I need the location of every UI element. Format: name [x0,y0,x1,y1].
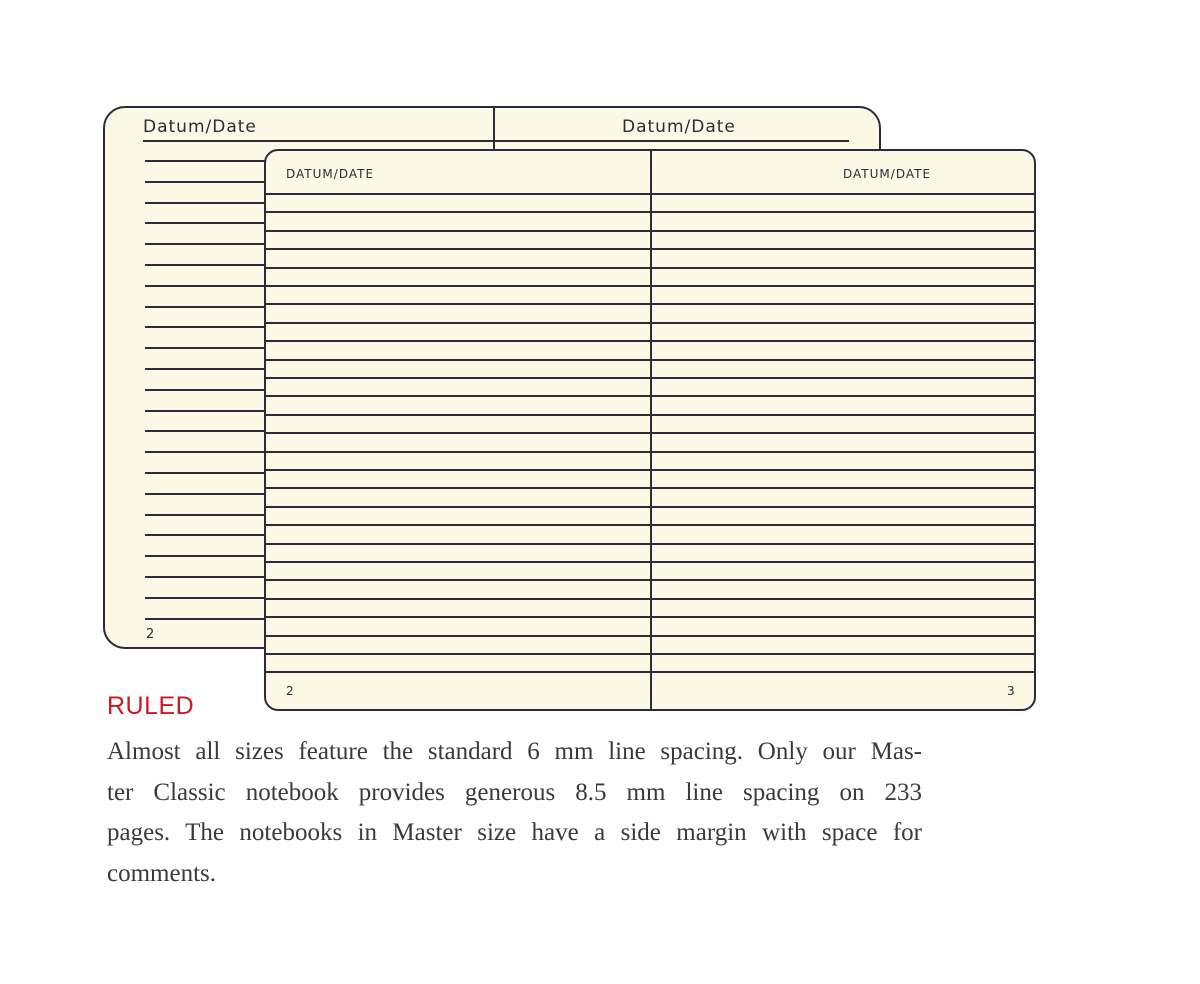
front-ruled-line [266,653,1034,655]
front-ruled-line [266,598,1034,600]
front-ruled-line [266,487,1034,489]
front-ruled-line [266,211,1034,213]
front-ruled-line [266,377,1034,379]
front-ruled-line [266,322,1034,324]
front-ruled-line [266,616,1034,618]
front-ruled-line [266,248,1034,250]
description-line: pages. The notebooks in Master size have a side margin with space for [107,819,922,846]
front-date-label-left: DATUM/DATE [286,167,375,181]
front-ruled-line [266,635,1034,637]
front-ruled-line [266,579,1034,581]
front-ruled-line [266,267,1034,269]
section-description [107,732,922,894]
front-page-number-right: 3 [1007,684,1015,698]
front-ruled-line [266,230,1034,232]
front-ruled-line [266,193,1034,195]
front-ruled-line [266,340,1034,342]
front-ruled-line [266,414,1034,416]
front-ruled-line [266,303,1034,305]
description-line: Almost all sizes feature the standard 6 mm line spacing. Only our Mas- [107,738,922,765]
front-ruled-line [266,506,1034,508]
front-page-number-left: 2 [286,684,294,698]
back-page-number: 2 [146,627,155,642]
front-notebook-spread [264,149,1036,711]
front-ruled-line [266,469,1034,471]
section-title: RULED [107,692,195,720]
back-header-line [143,140,849,142]
back-date-label-right: Datum/Date [622,117,736,137]
front-ruled-line [266,543,1034,545]
front-ruled-line [266,671,1034,673]
back-date-label-left: Datum/Date [143,117,257,137]
description-line: comments. [107,859,217,887]
back-notebook-spine [493,108,495,152]
front-ruled-line [266,359,1034,361]
front-ruled-line [266,285,1034,287]
front-ruled-line [266,395,1034,397]
front-ruled-line [266,432,1034,434]
front-notebook-spine [650,151,652,709]
front-ruled-line [266,451,1034,453]
description-line: ter Classic notebook provides generous 8.5 mm line spacing on 233 [107,778,922,806]
front-ruled-line [266,524,1034,526]
front-date-label-right: DATUM/DATE [843,167,932,181]
front-ruled-line [266,561,1034,563]
